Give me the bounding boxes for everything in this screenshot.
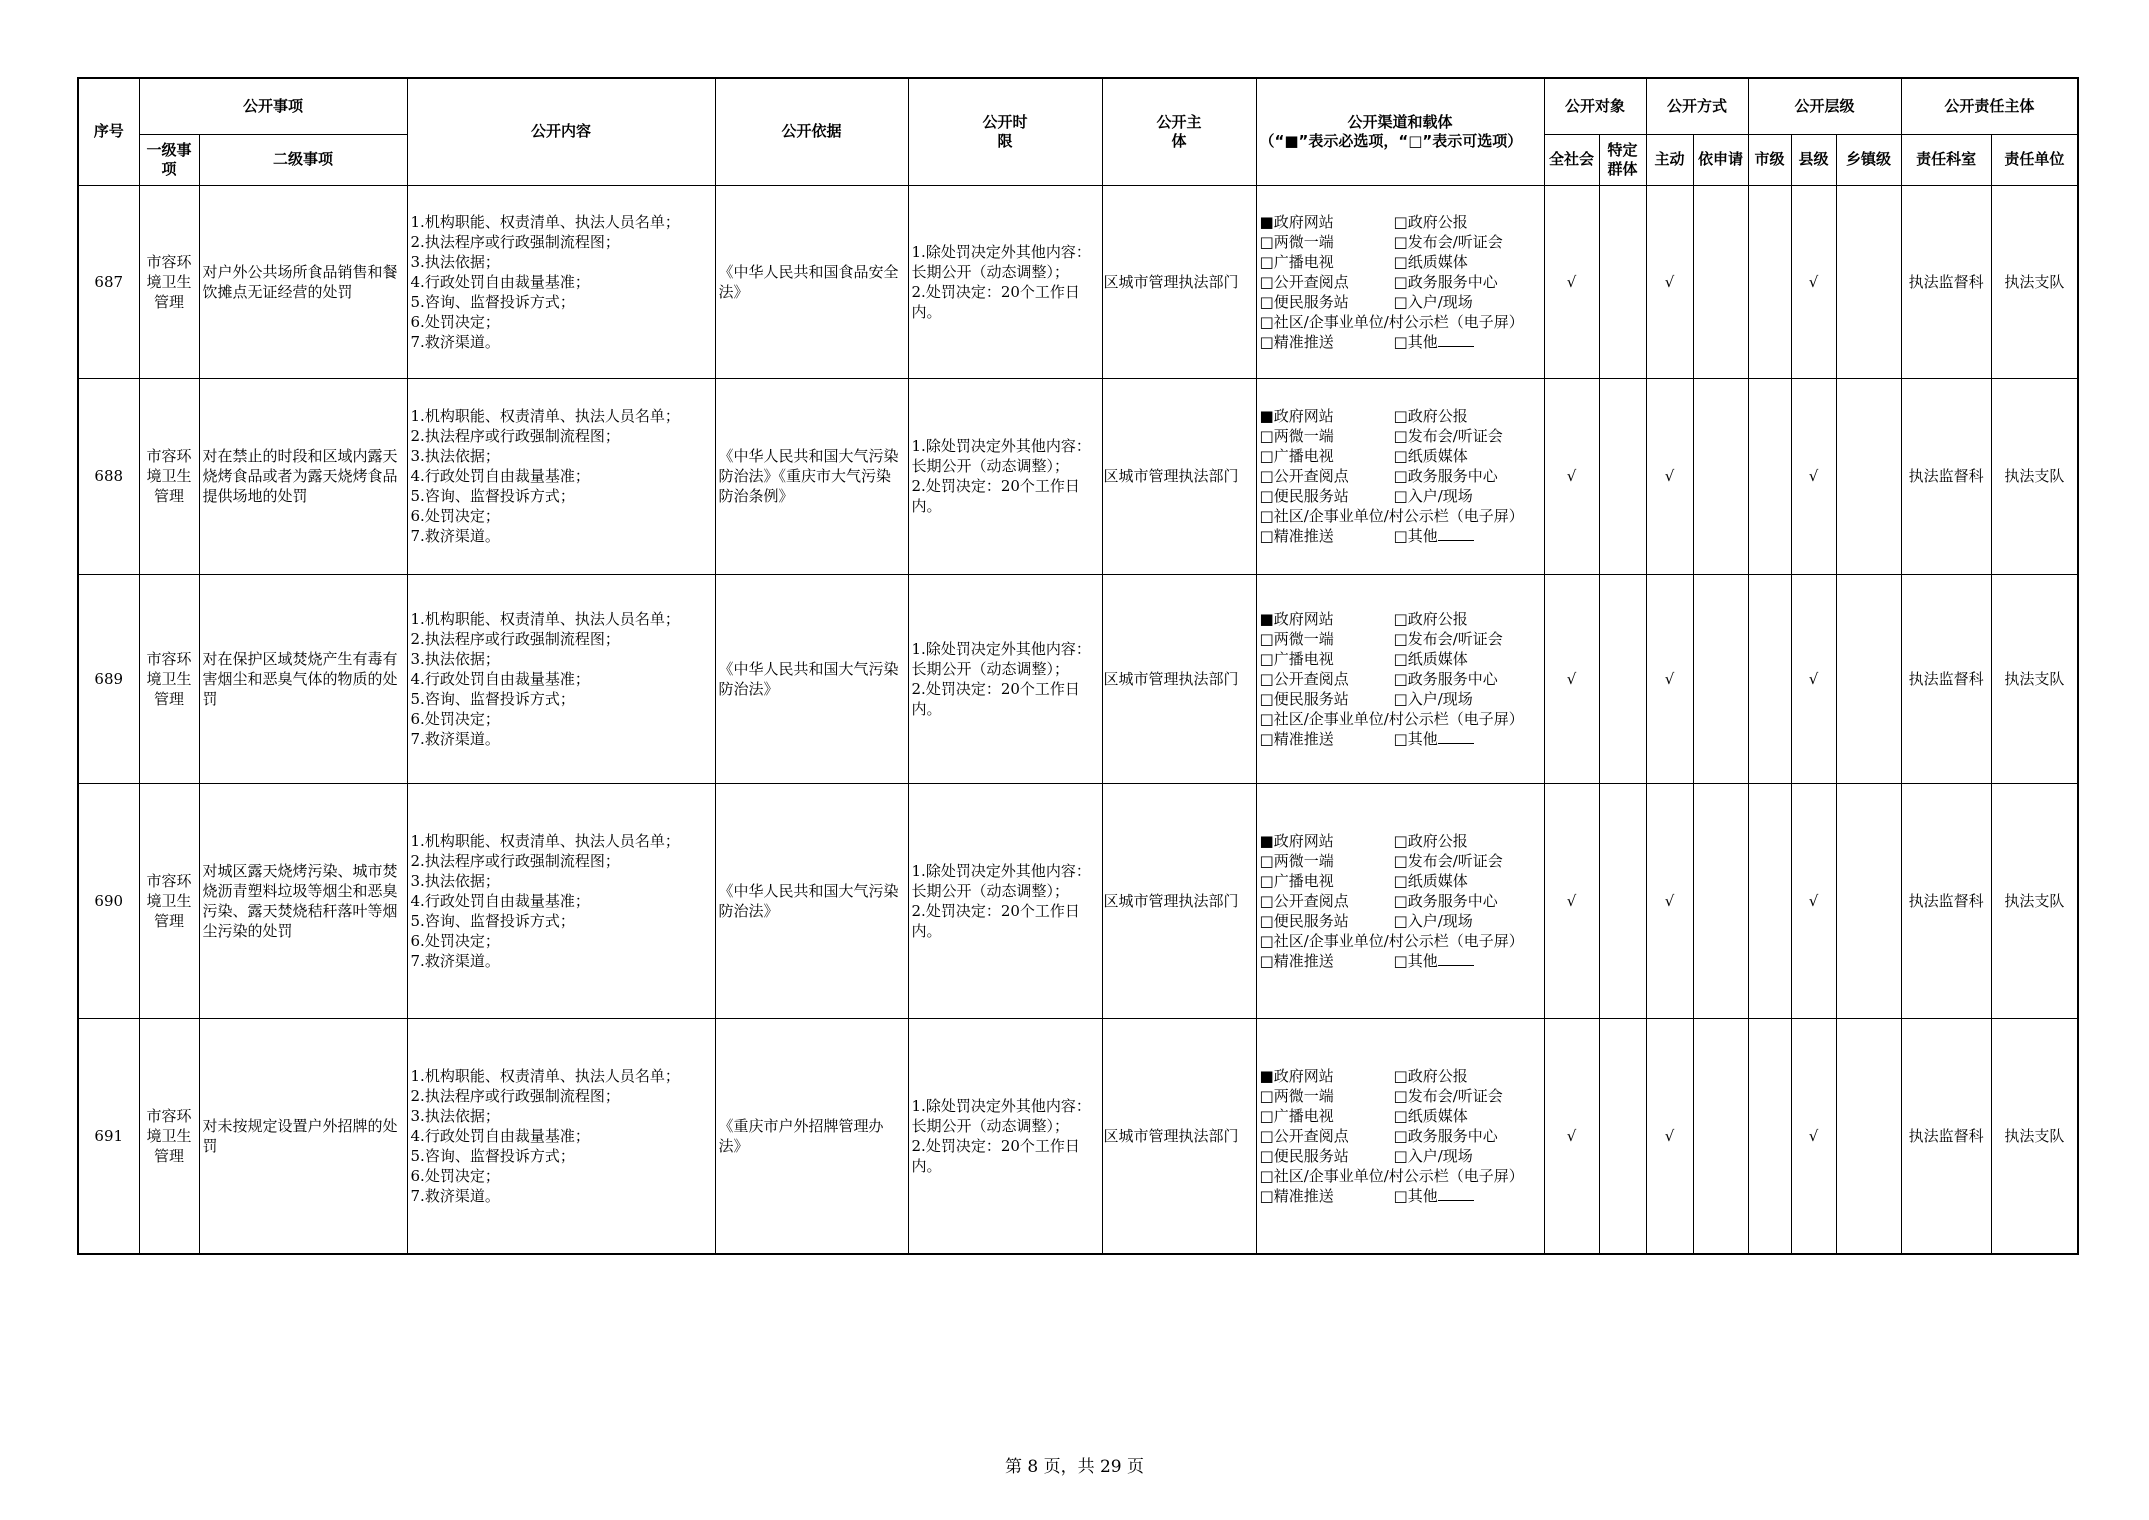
blank-underline <box>1438 1186 1474 1201</box>
row-content <box>407 185 715 378</box>
row-subject: 区城市管理执法部门 <box>1102 378 1256 574</box>
check-method-active: √ <box>1646 574 1693 783</box>
check-method-active: √ <box>1646 783 1693 1018</box>
row-timelimit: 1.除处罚决定外其他内容：长期公开（动态调整）； 2.处罚决定：20个工作日内。 <box>908 1018 1102 1254</box>
header-lv-county: 县级 <box>1791 134 1836 185</box>
channel-option: □社区/企事业单位/村公示栏（电子屏） <box>1259 931 1524 950</box>
row-resp-unit: 执法支队 <box>1991 378 2078 574</box>
check-method-request <box>1693 574 1748 783</box>
channel-option: □政府公报 <box>1393 407 1468 425</box>
content-line: 1.机构职能、权责清单、执法人员名单； <box>410 831 680 850</box>
channel-option: □政府公报 <box>1393 212 1468 231</box>
channel-option: □纸质媒体 <box>1393 447 1468 465</box>
row-content <box>407 783 715 1018</box>
header-method-request: 依申请 <box>1693 134 1748 185</box>
header-timelimit: 公开时限 <box>908 78 1102 185</box>
header-basis: 公开依据 <box>715 78 908 185</box>
header-channel-title: 公开渠道和载体 <box>1347 112 1453 131</box>
table-row <box>78 185 2078 378</box>
content-line: 4.行政处罚自由裁量基准； <box>410 467 590 485</box>
row-level1: 市容环境卫生管理 <box>139 378 199 574</box>
content-line: 7.救济渠道。 <box>410 527 500 545</box>
content-line: 4.行政处罚自由裁量基准； <box>410 1126 590 1145</box>
channel-option: □精准推送 <box>1259 951 1334 970</box>
channel-option: □政务服务中心 <box>1393 467 1498 485</box>
header-level: 公开层级 <box>1748 78 1901 134</box>
check-lv-town <box>1836 1018 1901 1254</box>
row-resp-unit: 执法支队 <box>1991 1018 2078 1254</box>
check-lv-city <box>1748 185 1791 378</box>
row-level2: 对户外公共场所食品销售和餐饮摊点无证经营的处罚 <box>199 185 407 378</box>
row-level1: 市容环境卫生管理 <box>139 783 199 1018</box>
channel-option: □精准推送 <box>1259 729 1334 748</box>
channel-option: □社区/企事业单位/村公示栏（电子屏） <box>1259 709 1524 728</box>
header-lv-town: 乡镇级 <box>1836 134 1901 185</box>
channel-option: □入户/现场 <box>1393 911 1473 930</box>
channel-option: □广播电视 <box>1259 871 1334 890</box>
content-line: 3.执法依据； <box>410 1106 500 1125</box>
header-aud-all: 全社会 <box>1544 134 1599 185</box>
row-timelimit: 1.除处罚决定外其他内容：长期公开（动态调整）； 2.处罚决定：20个工作日内。 <box>908 783 1102 1018</box>
channel-option: □公开查阅点 <box>1259 272 1349 291</box>
row-channels <box>1256 783 1544 1018</box>
header-method: 公开方式 <box>1646 78 1748 134</box>
channel-option: □入户/现场 <box>1393 487 1473 505</box>
header-level2: 二级事项 <box>199 134 407 185</box>
header-subject: 公开主体 <box>1102 78 1256 185</box>
check-aud-all: √ <box>1544 574 1599 783</box>
channel-option: □发布会/听证会 <box>1393 851 1503 870</box>
content-line: 2.执法程序或行政强制流程图； <box>410 851 620 870</box>
content-line: 7.救济渠道。 <box>410 729 500 748</box>
channel-option: □精准推送 <box>1259 1186 1334 1205</box>
channel-option: □便民服务站 <box>1259 487 1349 505</box>
check-aud-specific <box>1599 185 1646 378</box>
content-line: 4.行政处罚自由裁量基准； <box>410 272 590 291</box>
check-lv-town <box>1836 574 1901 783</box>
channel-option: □发布会/听证会 <box>1393 427 1503 445</box>
channel-option: □广播电视 <box>1259 447 1334 465</box>
content-line: 4.行政处罚自由裁量基准； <box>410 669 590 688</box>
row-basis: 《中华人民共和国大气污染防治法》《重庆市大气污染防治条例》 <box>715 378 908 574</box>
channel-option: □其他 <box>1393 729 1438 748</box>
header-resp: 公开责任主体 <box>1901 78 2078 134</box>
channel-option: □公开查阅点 <box>1259 891 1349 910</box>
blank-underline <box>1438 526 1474 541</box>
check-aud-all: √ <box>1544 185 1599 378</box>
content-line: 2.执法程序或行政强制流程图； <box>410 232 620 251</box>
row-channels <box>1256 378 1544 574</box>
channel-option: □两微一端 <box>1259 427 1334 445</box>
check-lv-county: √ <box>1791 1018 1836 1254</box>
channel-option: □两微一端 <box>1259 629 1334 648</box>
channel-option: □精准推送 <box>1259 527 1334 545</box>
channel-option: □政务服务中心 <box>1393 272 1498 291</box>
check-method-request <box>1693 185 1748 378</box>
channel-option: □入户/现场 <box>1393 1146 1473 1165</box>
content-line: 6.处罚决定； <box>410 931 500 950</box>
content-line: 2.执法程序或行政强制流程图； <box>410 427 620 445</box>
check-method-active: √ <box>1646 1018 1693 1254</box>
row-level1: 市容环境卫生管理 <box>139 185 199 378</box>
header-channel <box>1256 78 1544 185</box>
channel-option: □便民服务站 <box>1259 911 1349 930</box>
check-lv-county: √ <box>1791 574 1836 783</box>
row-subject: 区城市管理执法部门 <box>1102 783 1256 1018</box>
check-lv-county: √ <box>1791 185 1836 378</box>
check-lv-city <box>1748 574 1791 783</box>
content-line: 5.咨询、监督投诉方式； <box>410 689 575 708</box>
row-basis: 《中华人民共和国食品安全法》 <box>715 185 908 378</box>
row-number: 690 <box>78 783 139 1018</box>
row-resp-unit: 执法支队 <box>1991 574 2078 783</box>
check-lv-county: √ <box>1791 378 1836 574</box>
channel-option: □政府公报 <box>1393 609 1468 628</box>
content-line: 6.处罚决定； <box>410 312 500 331</box>
check-aud-specific <box>1599 783 1646 1018</box>
row-subject: 区城市管理执法部门 <box>1102 1018 1256 1254</box>
content-line: 2.执法程序或行政强制流程图； <box>410 1086 620 1105</box>
blank-underline <box>1438 729 1474 744</box>
row-content <box>407 1018 715 1254</box>
content-line: 1.机构职能、权责清单、执法人员名单； <box>410 407 680 425</box>
header-method-active: 主动 <box>1646 134 1693 185</box>
content-line: 3.执法依据； <box>410 252 500 271</box>
row-number: 691 <box>78 1018 139 1254</box>
content-line: 1.机构职能、权责清单、执法人员名单； <box>410 1066 680 1085</box>
channel-option: □其他 <box>1393 951 1438 970</box>
channel-option: □其他 <box>1393 527 1438 545</box>
channel-option: □便民服务站 <box>1259 292 1349 311</box>
check-lv-city <box>1748 1018 1791 1254</box>
content-line: 6.处罚决定； <box>410 507 500 525</box>
channel-option: □公开查阅点 <box>1259 467 1349 485</box>
check-lv-town <box>1836 378 1901 574</box>
content-line: 6.处罚决定； <box>410 709 500 728</box>
row-basis: 《中华人民共和国大气污染防治法》 <box>715 783 908 1018</box>
content-line: 6.处罚决定； <box>410 1166 500 1185</box>
channel-option: ■政府网站 <box>1259 407 1334 425</box>
header-resp-office: 责任科室 <box>1901 134 1991 185</box>
header-aud-specific: 特定群体 <box>1599 134 1646 185</box>
channel-option: □政务服务中心 <box>1393 891 1498 910</box>
row-resp-office: 执法监督科 <box>1901 1018 1991 1254</box>
channel-option: ■政府网站 <box>1259 212 1334 231</box>
row-level1: 市容环境卫生管理 <box>139 574 199 783</box>
disclosure-table <box>77 77 2079 1255</box>
row-resp-unit: 执法支队 <box>1991 185 2078 378</box>
content-line: 1.机构职能、权责清单、执法人员名单； <box>410 212 680 231</box>
row-level2: 对未按规定设置户外招牌的处罚 <box>199 1018 407 1254</box>
channel-option: □纸质媒体 <box>1393 871 1468 890</box>
channel-option: □入户/现场 <box>1393 689 1473 708</box>
header-items: 公开事项 <box>139 78 407 134</box>
row-level1: 市容环境卫生管理 <box>139 1018 199 1254</box>
header-content: 公开内容 <box>407 78 715 185</box>
row-timelimit: 1.除处罚决定外其他内容：长期公开（动态调整）； 2.处罚决定：20个工作日内。 <box>908 574 1102 783</box>
row-resp-office: 执法监督科 <box>1901 378 1991 574</box>
blank-underline <box>1438 332 1474 347</box>
channel-option: □广播电视 <box>1259 252 1334 271</box>
channel-option: □便民服务站 <box>1259 1146 1349 1165</box>
row-channels <box>1256 185 1544 378</box>
channel-option: □便民服务站 <box>1259 689 1349 708</box>
check-lv-county: √ <box>1791 783 1836 1018</box>
content-line: 7.救济渠道。 <box>410 951 500 970</box>
check-aud-all: √ <box>1544 1018 1599 1254</box>
row-basis: 《中华人民共和国大气污染防治法》 <box>715 574 908 783</box>
row-channels <box>1256 1018 1544 1254</box>
header-resp-unit: 责任单位 <box>1991 134 2078 185</box>
check-aud-all: √ <box>1544 783 1599 1018</box>
content-line: 5.咨询、监督投诉方式； <box>410 487 575 505</box>
row-number: 689 <box>78 574 139 783</box>
check-aud-specific <box>1599 378 1646 574</box>
channel-option: □政府公报 <box>1393 831 1468 850</box>
channel-option: □社区/企事业单位/村公示栏（电子屏） <box>1259 312 1524 331</box>
check-method-request <box>1693 1018 1748 1254</box>
channel-option: □其他 <box>1393 1186 1438 1205</box>
content-line: 5.咨询、监督投诉方式； <box>410 1146 575 1165</box>
row-subject: 区城市管理执法部门 <box>1102 574 1256 783</box>
channel-option: □公开查阅点 <box>1259 669 1349 688</box>
channel-option: □其他 <box>1393 332 1438 351</box>
channel-option: □政府公报 <box>1393 1066 1468 1085</box>
row-content <box>407 378 715 574</box>
channel-option: □两微一端 <box>1259 851 1334 870</box>
channel-option: □两微一端 <box>1259 1086 1334 1105</box>
check-lv-town <box>1836 783 1901 1018</box>
blank-underline <box>1438 951 1474 966</box>
content-line: 1.机构职能、权责清单、执法人员名单； <box>410 609 680 628</box>
content-line: 5.咨询、监督投诉方式； <box>410 292 575 311</box>
table-row <box>78 783 2078 1018</box>
channel-option: □两微一端 <box>1259 232 1334 251</box>
channel-option: □发布会/听证会 <box>1393 1086 1503 1105</box>
channel-option: □发布会/听证会 <box>1393 629 1503 648</box>
header-seq: 序号 <box>78 78 139 185</box>
channel-option: □政务服务中心 <box>1393 1126 1498 1145</box>
channel-option: □入户/现场 <box>1393 292 1473 311</box>
content-line: 5.咨询、监督投诉方式； <box>410 911 575 930</box>
channel-option: □社区/企事业单位/村公示栏（电子屏） <box>1259 1166 1524 1185</box>
check-aud-all: √ <box>1544 378 1599 574</box>
channel-option: □纸质媒体 <box>1393 649 1468 668</box>
content-line: 7.救济渠道。 <box>410 332 500 351</box>
row-number: 687 <box>78 185 139 378</box>
row-timelimit: 1.除处罚决定外其他内容：长期公开（动态调整）； 2.处罚决定：20个工作日内。 <box>908 185 1102 378</box>
channel-option: □政务服务中心 <box>1393 669 1498 688</box>
content-line: 7.救济渠道。 <box>410 1186 500 1205</box>
content-line: 3.执法依据； <box>410 447 500 465</box>
row-resp-office: 执法监督科 <box>1901 185 1991 378</box>
row-level2: 对在保护区域焚烧产生有毒有害烟尘和恶臭气体的物质的处罚 <box>199 574 407 783</box>
check-aud-specific <box>1599 574 1646 783</box>
check-lv-city <box>1748 783 1791 1018</box>
row-channels <box>1256 574 1544 783</box>
channel-option: □发布会/听证会 <box>1393 232 1503 251</box>
channel-option: □纸质媒体 <box>1393 252 1468 271</box>
channel-option: □精准推送 <box>1259 332 1334 351</box>
check-lv-city <box>1748 378 1791 574</box>
row-level2: 对在禁止的时段和区域内露天烧烤食品或者为露天烧烤食品提供场地的处罚 <box>199 378 407 574</box>
content-line: 3.执法依据； <box>410 649 500 668</box>
row-subject: 区城市管理执法部门 <box>1102 185 1256 378</box>
check-lv-town <box>1836 185 1901 378</box>
channel-option: ■政府网站 <box>1259 1066 1334 1085</box>
channel-option: ■政府网站 <box>1259 609 1334 628</box>
content-line: 4.行政处罚自由裁量基准； <box>410 891 590 910</box>
check-aud-specific <box>1599 1018 1646 1254</box>
header-level1: 一级事项 <box>139 134 199 185</box>
header-audience: 公开对象 <box>1544 78 1646 134</box>
row-level2: 对城区露天烧烤污染、城市焚烧沥青塑料垃圾等烟尘和恶臭污染、露天焚烧秸秆落叶等烟尘污染的处罚 <box>199 783 407 1018</box>
content-line: 3.执法依据； <box>410 871 500 890</box>
content-line: 2.执法程序或行政强制流程图； <box>410 629 620 648</box>
table-row <box>78 574 2078 783</box>
check-method-request <box>1693 783 1748 1018</box>
channel-option: □广播电视 <box>1259 1106 1334 1125</box>
check-method-request <box>1693 378 1748 574</box>
channel-option: □广播电视 <box>1259 649 1334 668</box>
row-resp-office: 执法监督科 <box>1901 574 1991 783</box>
row-basis: 《重庆市户外招牌管理办法》 <box>715 1018 908 1254</box>
header-lv-city: 市级 <box>1748 134 1791 185</box>
channel-option: □纸质媒体 <box>1393 1106 1468 1125</box>
row-content <box>407 574 715 783</box>
row-resp-unit: 执法支队 <box>1991 783 2078 1018</box>
row-timelimit: 1.除处罚决定外其他内容：长期公开（动态调整）； 2.处罚决定：20个工作日内。 <box>908 378 1102 574</box>
channel-option: ■政府网站 <box>1259 831 1334 850</box>
channel-option: □社区/企事业单位/村公示栏（电子屏） <box>1259 507 1524 525</box>
channel-option: □公开查阅点 <box>1259 1126 1349 1145</box>
table-row <box>78 1018 2078 1254</box>
check-method-active: √ <box>1646 185 1693 378</box>
check-method-active: √ <box>1646 378 1693 574</box>
row-resp-office: 执法监督科 <box>1901 783 1991 1018</box>
header-channel-note: （“■”表示必选项，“□”表示可选项） <box>1259 131 1523 150</box>
table-row <box>78 378 2078 574</box>
row-number: 688 <box>78 378 139 574</box>
page-footer: 第 8 页，共 29 页 <box>1004 1457 1145 1477</box>
